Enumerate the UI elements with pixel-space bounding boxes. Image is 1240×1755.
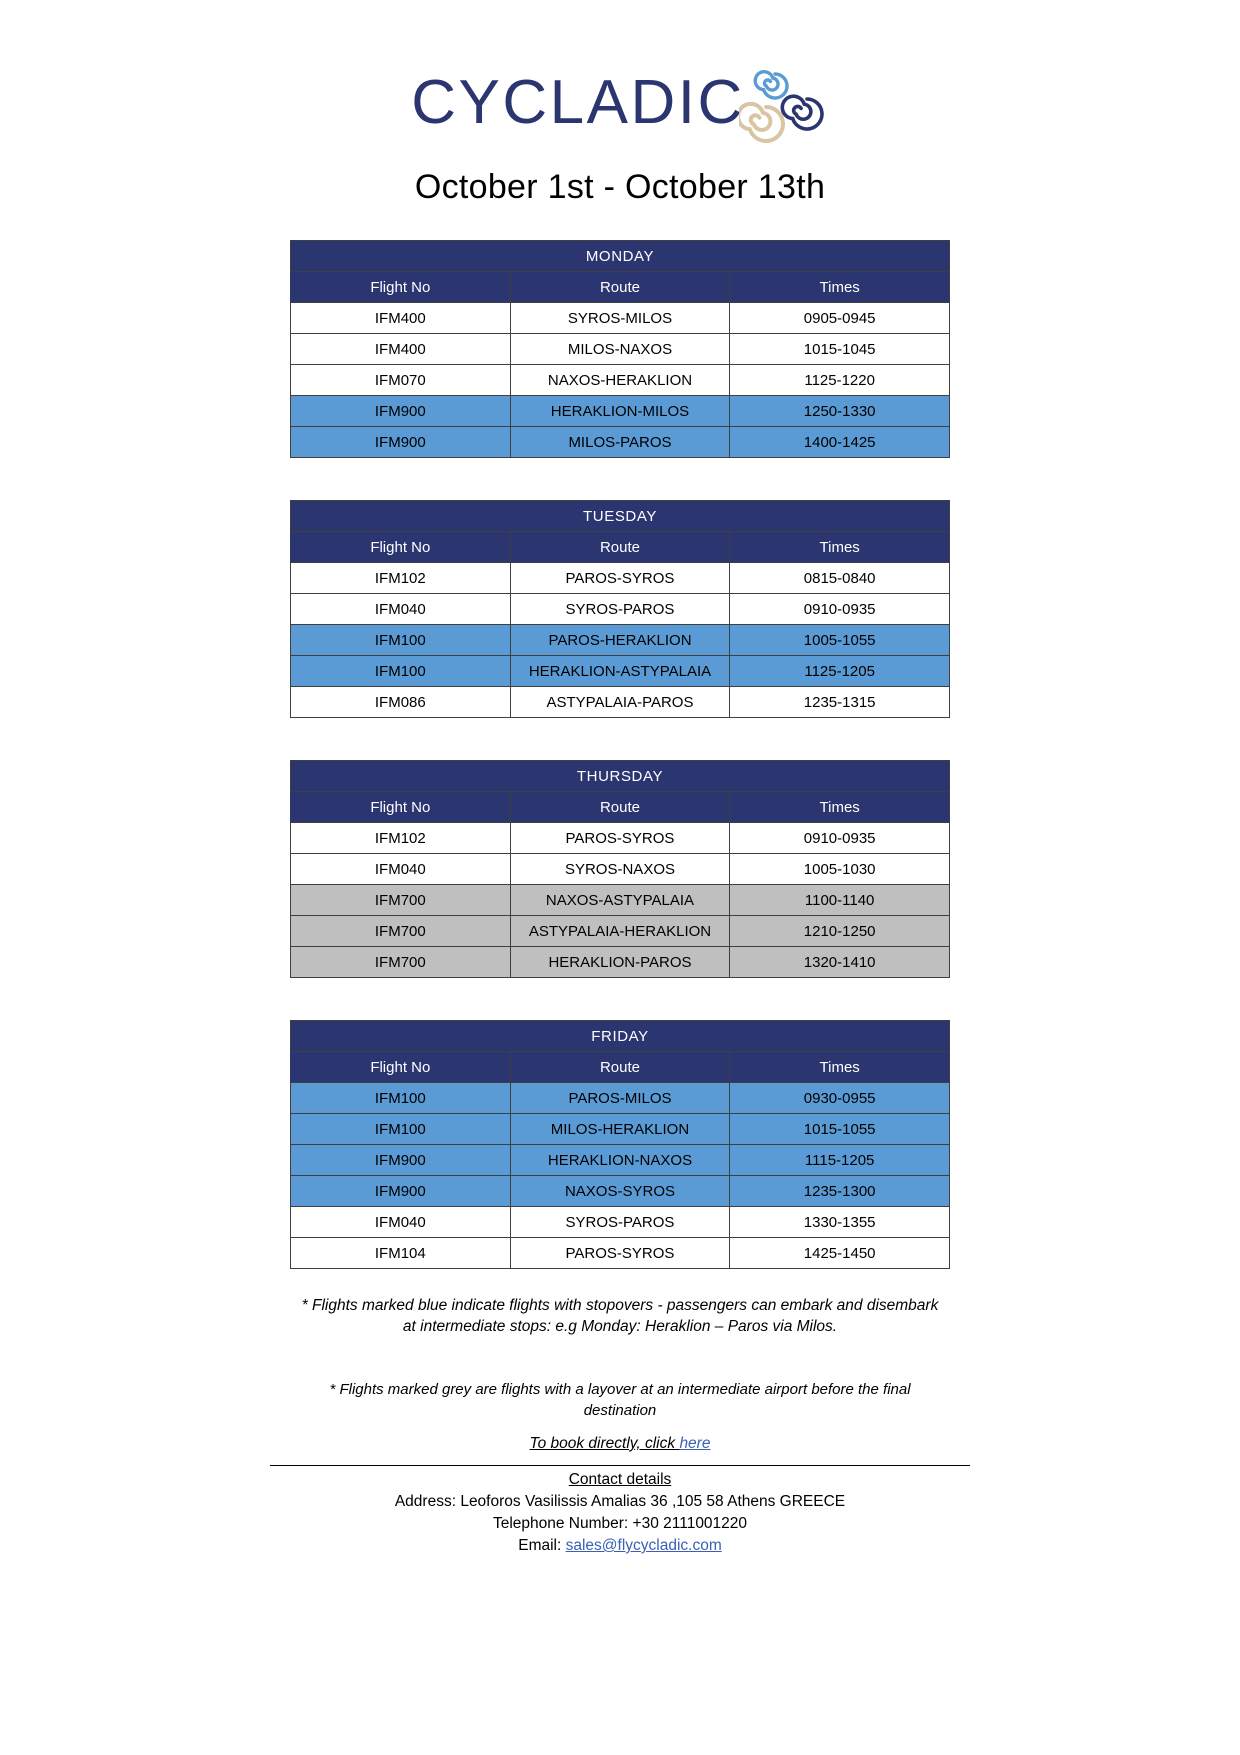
cell-route: MILOS-HERAKLION — [510, 1114, 730, 1145]
column-header-route: Route — [510, 272, 730, 303]
note-grey — [270, 1379, 970, 1421]
schedule-tables — [290, 240, 950, 1269]
contact-details — [270, 1465, 970, 1557]
logo-header — [0, 0, 1240, 137]
cell-flight-no: IFM070 — [291, 365, 511, 396]
cell-route: PAROS-SYROS — [510, 823, 730, 854]
day-header-row — [291, 241, 950, 272]
cell-times: 1125-1205 — [730, 656, 950, 687]
page-title: October 1st - October 13th — [414, 168, 826, 206]
column-header-route: Route — [510, 532, 730, 563]
cell-times: 1015-1055 — [730, 1114, 950, 1145]
booking-prefix: To book directly, click — [529, 1435, 680, 1452]
table-row — [291, 334, 950, 365]
contact-email-line — [270, 1535, 970, 1557]
cell-times: 1235-1300 — [730, 1176, 950, 1207]
cell-times: 1005-1055 — [730, 625, 950, 656]
note-blue-line1: * Flights marked blue indicate flights with stopovers - passengers can embark and disembark — [301, 1297, 939, 1314]
cell-flight-no: IFM040 — [291, 1207, 511, 1238]
cell-route: NAXOS-ASTYPALAIA — [510, 885, 730, 916]
cell-route: SYROS-PAROS — [510, 1207, 730, 1238]
cell-flight-no: IFM040 — [291, 594, 511, 625]
day-label: MONDAY — [291, 241, 950, 272]
day-label: TUESDAY — [291, 501, 950, 532]
cell-flight-no: IFM700 — [291, 885, 511, 916]
cell-route: HERAKLION-ASTYPALAIA — [510, 656, 730, 687]
cell-route: PAROS-HERAKLION — [510, 625, 730, 656]
cell-times: 1235-1315 — [730, 687, 950, 718]
booking-line — [270, 1435, 970, 1453]
cell-flight-no: IFM400 — [291, 334, 511, 365]
note-blue-line2: at intermediate stops: e.g Monday: Heraklion – Paros via Milos. — [402, 1318, 838, 1335]
column-header-row — [291, 792, 950, 823]
book-here-link[interactable]: here — [679, 1435, 711, 1452]
cell-times: 1400-1425 — [730, 427, 950, 458]
day-label: FRIDAY — [291, 1021, 950, 1052]
column-header-flight-no: Flight No — [291, 792, 511, 823]
day-header-row — [291, 761, 950, 792]
column-header-row — [291, 1052, 950, 1083]
table-row — [291, 885, 950, 916]
cell-flight-no: IFM100 — [291, 625, 511, 656]
cell-flight-no: IFM700 — [291, 947, 511, 978]
column-header-row — [291, 272, 950, 303]
table-row — [291, 687, 950, 718]
schedule-table-friday — [290, 1020, 950, 1269]
cell-route: MILOS-NAXOS — [510, 334, 730, 365]
spiral-icon — [739, 62, 829, 162]
cell-flight-no: IFM100 — [291, 1083, 511, 1114]
cell-flight-no: IFM900 — [291, 396, 511, 427]
column-header-flight-no: Flight No — [291, 532, 511, 563]
cell-route: HERAKLION-NAXOS — [510, 1145, 730, 1176]
contact-heading: Contact details — [568, 1471, 672, 1488]
cell-flight-no: IFM900 — [291, 1176, 511, 1207]
table-row — [291, 427, 950, 458]
contact-telephone: Telephone Number: +30 2111001220 — [492, 1515, 748, 1532]
table-row — [291, 1114, 950, 1145]
cell-times: 1250-1330 — [730, 396, 950, 427]
cell-route: HERAKLION-PAROS — [510, 947, 730, 978]
day-header-row — [291, 1021, 950, 1052]
table-row — [291, 365, 950, 396]
cell-route: NAXOS-SYROS — [510, 1176, 730, 1207]
cell-flight-no: IFM040 — [291, 854, 511, 885]
column-header-times: Times — [730, 532, 950, 563]
cell-route: SYROS-PAROS — [510, 594, 730, 625]
schedule-table-thursday — [290, 760, 950, 978]
table-row — [291, 823, 950, 854]
column-header-row — [291, 532, 950, 563]
footnotes — [270, 1295, 970, 1453]
cell-times: 1005-1030 — [730, 854, 950, 885]
note-blue — [270, 1295, 970, 1337]
table-row — [291, 947, 950, 978]
schedule-table-monday — [290, 240, 950, 458]
column-header-flight-no: Flight No — [291, 272, 511, 303]
cell-times: 1115-1205 — [730, 1145, 950, 1176]
table-row — [291, 396, 950, 427]
table-row — [291, 1207, 950, 1238]
column-header-times: Times — [730, 1052, 950, 1083]
cell-flight-no: IFM400 — [291, 303, 511, 334]
table-row — [291, 1238, 950, 1269]
spiral-icon-group — [739, 62, 829, 162]
table-row — [291, 594, 950, 625]
cell-flight-no: IFM100 — [291, 656, 511, 687]
table-row — [291, 563, 950, 594]
table-row — [291, 1083, 950, 1114]
cell-times: 1425-1450 — [730, 1238, 950, 1269]
table-row — [291, 1176, 950, 1207]
schedule-table-tuesday — [290, 500, 950, 718]
contact-email-link[interactable]: sales@flycycladic.com — [565, 1537, 722, 1554]
table-row — [291, 854, 950, 885]
cell-times: 1320-1410 — [730, 947, 950, 978]
note-grey-line1: * Flights marked grey are flights with a layover at an intermediate airport before the final — [329, 1381, 911, 1398]
cell-flight-no: IFM102 — [291, 563, 511, 594]
cell-times: 1210-1250 — [730, 916, 950, 947]
cell-times: 0910-0935 — [730, 594, 950, 625]
cell-route: PAROS-MILOS — [510, 1083, 730, 1114]
table-row — [291, 916, 950, 947]
cell-times: 1125-1220 — [730, 365, 950, 396]
contact-divider — [270, 1465, 970, 1466]
cell-flight-no: IFM900 — [291, 427, 511, 458]
cell-route: NAXOS-HERAKLION — [510, 365, 730, 396]
cell-route: ASTYPALAIA-PAROS — [510, 687, 730, 718]
cell-times: 0910-0935 — [730, 823, 950, 854]
cell-flight-no: IFM700 — [291, 916, 511, 947]
cell-route: ASTYPALAIA-HERAKLION — [510, 916, 730, 947]
day-header-row — [291, 501, 950, 532]
contact-address: Address: Leoforos Vasilissis Amalias 36 ,105 58 Athens GREECE — [394, 1493, 846, 1510]
column-header-times: Times — [730, 792, 950, 823]
cell-times: 1330-1355 — [730, 1207, 950, 1238]
cell-route: HERAKLION-MILOS — [510, 396, 730, 427]
table-row — [291, 1145, 950, 1176]
cell-times: 0930-0955 — [730, 1083, 950, 1114]
cell-times: 1015-1045 — [730, 334, 950, 365]
cell-flight-no: IFM102 — [291, 823, 511, 854]
contact-email-label: Email: — [518, 1537, 566, 1554]
day-label: THURSDAY — [291, 761, 950, 792]
table-row — [291, 303, 950, 334]
table-row — [291, 625, 950, 656]
cell-route: MILOS-PAROS — [510, 427, 730, 458]
column-header-times: Times — [730, 272, 950, 303]
cell-route: PAROS-SYROS — [510, 563, 730, 594]
cell-flight-no: IFM900 — [291, 1145, 511, 1176]
cell-route: PAROS-SYROS — [510, 1238, 730, 1269]
column-header-flight-no: Flight No — [291, 1052, 511, 1083]
column-header-route: Route — [510, 1052, 730, 1083]
cell-flight-no: IFM100 — [291, 1114, 511, 1145]
cell-times: 1100-1140 — [730, 885, 950, 916]
note-grey-line2: destination — [583, 1402, 657, 1419]
cell-times: 0905-0945 — [730, 303, 950, 334]
cell-route: SYROS-NAXOS — [510, 854, 730, 885]
cell-flight-no: IFM086 — [291, 687, 511, 718]
cell-times: 0815-0840 — [730, 563, 950, 594]
logo — [411, 62, 829, 172]
logo-wordmark: CYCLADIC — [411, 68, 745, 137]
cell-flight-no: IFM104 — [291, 1238, 511, 1269]
column-header-route: Route — [510, 792, 730, 823]
cell-route: SYROS-MILOS — [510, 303, 730, 334]
table-row — [291, 656, 950, 687]
